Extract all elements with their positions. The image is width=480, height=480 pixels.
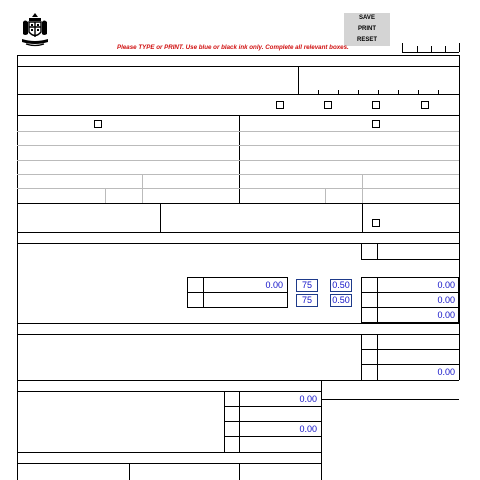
field-divider — [361, 243, 362, 259]
field-divider — [361, 307, 459, 308]
comb-tick — [417, 46, 418, 52]
grid-line — [17, 160, 459, 161]
comb-tick — [445, 46, 446, 52]
checkbox-option-3[interactable] — [372, 101, 380, 109]
section-divider — [17, 66, 459, 67]
amount-value[interactable]: 0.00 — [265, 280, 283, 290]
comb-tick — [378, 90, 379, 94]
checkbox-option-1[interactable] — [276, 101, 284, 109]
field-divider — [361, 364, 459, 365]
field-divider — [224, 421, 321, 422]
field-divider — [377, 277, 378, 323]
column-divider — [239, 115, 240, 203]
comb-field-bottom — [298, 94, 459, 95]
form-right-border — [459, 55, 460, 380]
section-divider — [17, 115, 459, 116]
field-border — [361, 259, 459, 260]
coat-of-arms-emblem — [20, 12, 50, 48]
field-divider — [160, 203, 161, 232]
field-divider — [361, 349, 459, 350]
rate-field[interactable]: 0.50 — [330, 294, 352, 307]
section-divider — [17, 232, 459, 233]
field-divider — [187, 292, 288, 293]
checkbox-option-4[interactable] — [421, 101, 429, 109]
comb-tick — [402, 43, 403, 52]
result-value[interactable]: 0.00 — [437, 295, 455, 305]
lower-amount[interactable]: 0.00 — [299, 394, 317, 404]
field-divider — [224, 436, 321, 437]
field-divider — [361, 334, 362, 380]
field-divider — [377, 334, 378, 380]
field-divider — [377, 243, 378, 259]
field-divider — [129, 463, 130, 480]
comb-tick — [431, 46, 432, 52]
field-divider — [224, 406, 321, 407]
grid-line — [17, 188, 459, 189]
section-divider — [17, 243, 459, 244]
form-left-border — [17, 55, 18, 480]
grid-line — [325, 188, 326, 203]
section-divider — [17, 463, 321, 464]
print-button[interactable]: PRINT — [344, 24, 390, 35]
checkbox-address-left[interactable] — [94, 120, 102, 128]
comb-tick — [398, 90, 399, 94]
rate-field[interactable]: 75 — [296, 279, 318, 292]
checkbox-row[interactable] — [372, 219, 380, 227]
grid-line — [17, 174, 459, 175]
checkbox-option-2[interactable] — [324, 101, 332, 109]
section-divider — [17, 334, 459, 335]
reset-button[interactable]: RESET — [344, 35, 390, 46]
form-top-border — [17, 55, 459, 56]
grid-line — [17, 145, 459, 146]
lower-amount[interactable]: 0.00 — [299, 424, 317, 434]
comb-tick — [418, 90, 419, 94]
rate-field[interactable]: 0.50 — [330, 279, 352, 292]
section-divider — [17, 391, 321, 392]
field-divider — [298, 66, 299, 95]
grid-line — [17, 131, 459, 132]
result-value[interactable]: 0.00 — [437, 310, 455, 320]
comb-tick — [358, 90, 359, 94]
section-divider — [321, 399, 459, 400]
section-divider — [17, 203, 459, 204]
grid-line — [362, 174, 363, 203]
total-value[interactable]: 0.00 — [437, 367, 455, 377]
field-divider — [321, 380, 322, 480]
result-value[interactable]: 0.00 — [437, 280, 455, 290]
instruction-text: Please TYPE or PRINT. Use blue or black ink only. Complete all relevant boxes. — [117, 44, 349, 51]
save-button[interactable]: SAVE — [344, 13, 390, 24]
field-divider — [362, 203, 363, 232]
grid-line — [105, 188, 106, 203]
comb-field-bottom — [402, 52, 459, 53]
section-divider — [17, 452, 321, 453]
section-divider — [17, 380, 459, 381]
comb-tick — [338, 90, 339, 94]
field-divider — [361, 292, 459, 293]
comb-tick — [459, 43, 460, 52]
comb-tick — [318, 90, 319, 94]
section-divider — [17, 323, 459, 324]
grid-line — [142, 174, 143, 203]
field-divider — [239, 463, 240, 480]
checkbox-address-right[interactable] — [372, 120, 380, 128]
rate-field[interactable]: 75 — [296, 294, 318, 307]
comb-tick — [438, 90, 439, 94]
section-divider — [17, 94, 298, 95]
